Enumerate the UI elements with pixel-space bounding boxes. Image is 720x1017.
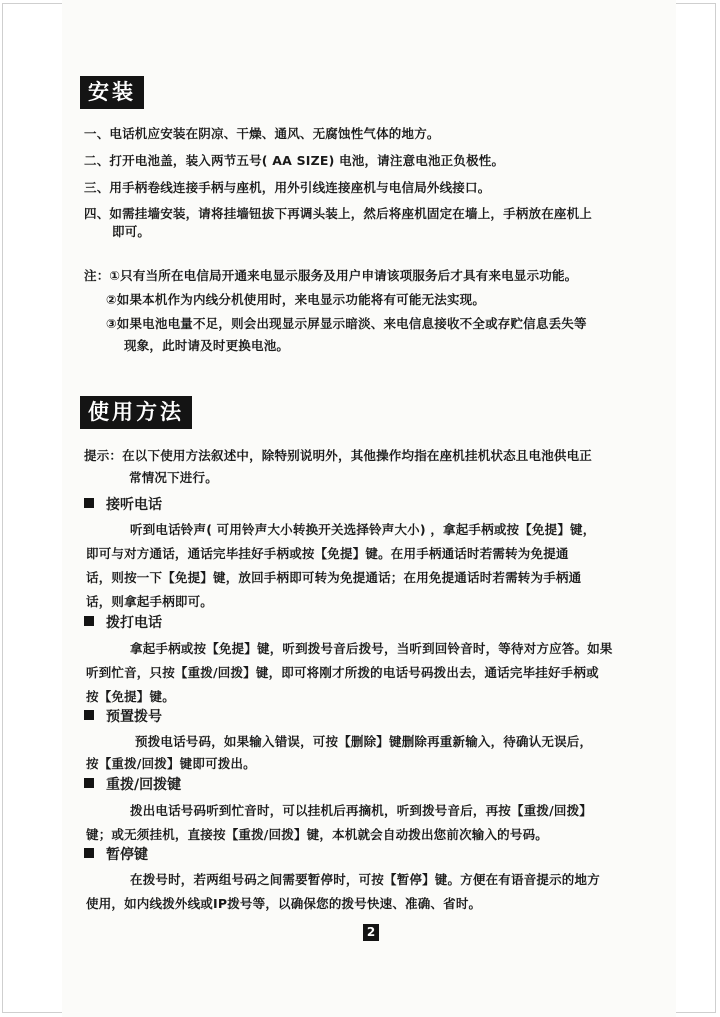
install-note-3: ③如果电池电量不足，则会出现显示屏显示暗淡、来电信息接收不全或存贮信息丢失等 xyxy=(106,316,587,331)
install-note-3-cont: 现象，此时请及时更换电池。 xyxy=(124,338,290,353)
answer-call-line-2: 即可与对方通话，通话完毕挂好手柄或按【免提】键。在用手柄通话时若需转为免提通 xyxy=(86,546,569,561)
install-item-4: 四、如需挂墙安装，请将挂墙钮拔下再调头装上，然后将座机固定在墙上，手柄放在座机上 xyxy=(84,206,593,221)
bullet-square-icon xyxy=(84,616,94,626)
bullet-square-icon xyxy=(84,848,94,858)
usage-tip-cont: 常情况下进行。 xyxy=(129,470,218,485)
predial-line-1: 预拨电话号码，如果输入错误，可按【删除】键删除再重新输入，待确认无误后， xyxy=(135,734,593,749)
page-number: 2 xyxy=(363,924,379,941)
section-title-answer-call: 接听电话 xyxy=(84,496,162,514)
install-note-1: 注：①只有当所在电信局开通来电显示服务及用户申请该项服务后才具有来电显示功能。 xyxy=(84,268,578,283)
answer-call-line-4: 话，则拿起手柄即可。 xyxy=(86,594,214,609)
install-item-4-cont: 即可。 xyxy=(112,224,151,239)
make-call-line-1: 拿起手柄或按【免提】键，听到拨号音后拨号，当听到回铃音时，等待对方应答。如果 xyxy=(130,641,613,656)
usage-heading: 使用方法 xyxy=(80,396,192,429)
pause-line-2: 使用，如内线拨外线或IP拨号等，以确保您的拨号快速、准确、省时。 xyxy=(86,896,482,911)
pause-line-1: 在拨号时，若两组号码之间需要暂停时，可按【暂停】键。方便在有语音提示的地方 xyxy=(130,872,600,887)
bullet-square-icon xyxy=(84,778,94,788)
predial-line-2: 按【重拨/回拨】键即可拨出。 xyxy=(86,756,256,771)
bullet-square-icon xyxy=(84,710,94,720)
redial-line-2: 键；或无须挂机，直接按【重拨/回拨】键，本机就会自动拨出您前次输入的号码。 xyxy=(86,827,548,842)
usage-tip: 提示：在以下使用方法叙述中，除特别说明外，其他操作均指在座机挂机状态且电池供电正 xyxy=(84,448,593,463)
answer-call-line-1: 听到电话铃声( 可用铃声大小转换开关选择铃声大小) ，拿起手柄或按【免提】键， xyxy=(130,522,596,537)
make-call-line-2: 听到忙音，只按【重拨/回拨】键，即可将刚才所拨的电话号码拨出去，通话完毕挂好手柄或 xyxy=(86,665,599,680)
install-item-2: 二、打开电池盖，装入两节五号( AA SIZE) 电池，请注意电池正负极性。 xyxy=(84,153,505,168)
section-title-predial: 预置拨号 xyxy=(84,708,162,726)
answer-call-line-3: 话，则按一下【免提】键，放回手柄即可转为免提通话；在用免提通话时若需转为手柄通 xyxy=(86,570,582,585)
install-item-3: 三、用手柄卷线连接手柄与座机，用外引线连接座机与电信局外线接口。 xyxy=(84,180,491,195)
section-title-pause: 暂停键 xyxy=(84,846,148,864)
install-item-1: 一、电话机应安装在阴凉、干燥、通风、无腐蚀性气体的地方。 xyxy=(84,126,440,141)
section-title-make-call: 拨打电话 xyxy=(84,614,162,632)
bullet-square-icon xyxy=(84,498,94,508)
redial-line-1: 拨出电话号码听到忙音时，可以挂机后再摘机，听到拨号音后，再按【重拨/回拨】 xyxy=(130,803,592,818)
install-note-2: ②如果本机作为内线分机使用时，来电显示功能将有可能无法实现。 xyxy=(106,292,486,307)
make-call-line-3: 按【免提】键。 xyxy=(86,689,175,704)
install-heading: 安装 xyxy=(80,76,144,109)
section-title-redial: 重拨/回拨键 xyxy=(84,776,181,794)
